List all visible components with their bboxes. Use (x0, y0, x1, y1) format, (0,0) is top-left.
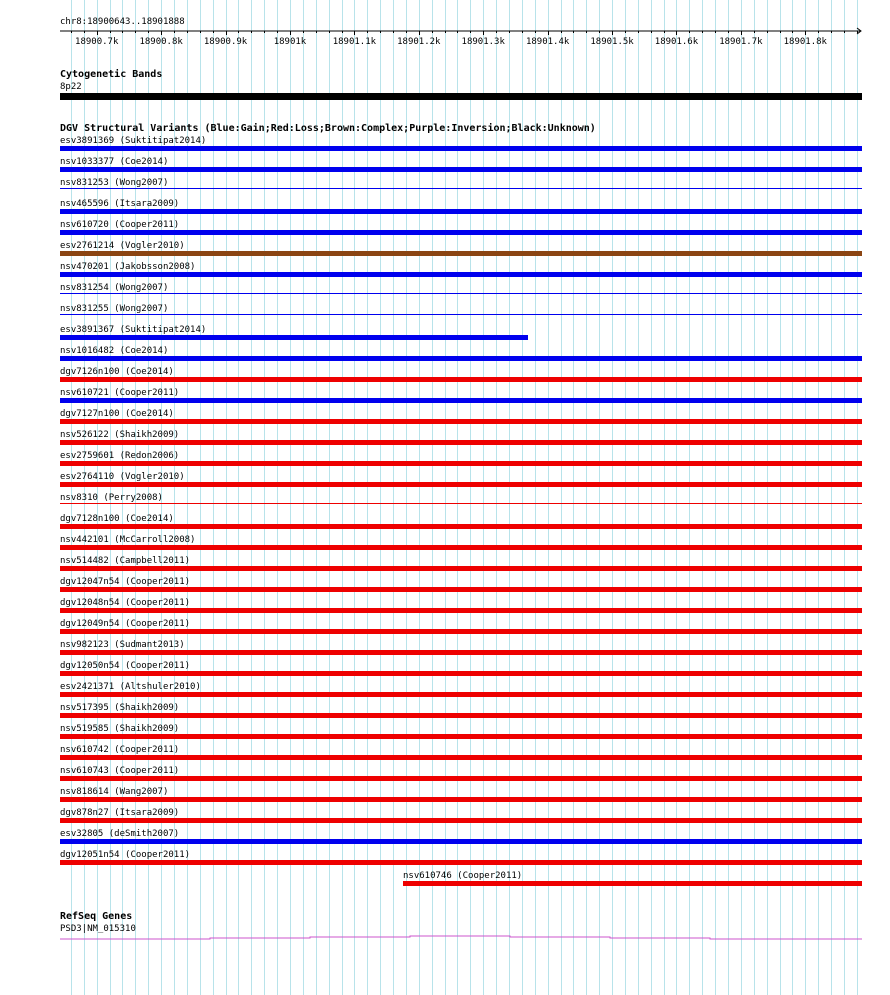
variant-label: nsv8310 (Perry2008) (60, 493, 163, 503)
variant-label: nsv610720 (Cooper2011) (60, 220, 180, 230)
variant-bar[interactable] (60, 272, 862, 277)
refseq-track-title: RefSeq Genes (60, 911, 133, 922)
variant-label: nsv442101 (McCarroll2008) (60, 535, 196, 545)
ruler-tick-label: 18901.6k (654, 37, 699, 47)
variant-bar[interactable] (60, 482, 862, 487)
variant-bar[interactable] (60, 461, 862, 466)
variant-bar[interactable] (60, 797, 862, 802)
variant-label: nsv818614 (Wang2007) (60, 787, 169, 797)
variant-bar[interactable] (60, 566, 862, 571)
variant-label: esv2764110 (Vogler2010) (60, 472, 185, 482)
variant-label: nsv831255 (Wong2007) (60, 304, 169, 314)
variant-label: nsv831253 (Wong2007) (60, 178, 169, 188)
variant-label: esv3891367 (Suktitipat2014) (60, 325, 207, 335)
ruler-tick-label: 18901.4k (525, 37, 570, 47)
ruler-tick-label: 18901.1k (332, 37, 377, 47)
variant-label: nsv610721 (Cooper2011) (60, 388, 180, 398)
variant-label: nsv519585 (Shaikh2009) (60, 724, 180, 734)
variant-bar[interactable] (60, 188, 862, 189)
variant-label: nsv831254 (Wong2007) (60, 283, 169, 293)
variant-label: nsv1033377 (Coe2014) (60, 157, 169, 167)
variant-bar[interactable] (60, 818, 862, 823)
variant-bar[interactable] (60, 167, 862, 172)
cytoband-track-title: Cytogenetic Bands (60, 69, 163, 80)
ruler-tick-label: 18900.7k (75, 37, 119, 47)
variant-bar[interactable] (60, 650, 862, 655)
variant-label: dgv878n27 (Itsara2009) (60, 808, 180, 818)
variant-label: nsv465596 (Itsara2009) (60, 199, 180, 209)
variant-bar[interactable] (60, 146, 862, 151)
variant-label: nsv517395 (Shaikh2009) (60, 703, 180, 713)
variant-bar[interactable] (403, 881, 862, 886)
variant-label: esv32805 (deSmith2007) (60, 829, 180, 839)
variant-label: dgv12048n54 (Cooper2011) (60, 598, 191, 608)
variant-bar[interactable] (60, 230, 862, 235)
variant-bar[interactable] (60, 503, 862, 504)
variant-label: dgv12047n54 (Cooper2011) (60, 577, 191, 587)
variant-label: esv2761214 (Vogler2010) (60, 241, 185, 251)
variant-label: dgv12049n54 (Cooper2011) (60, 619, 191, 629)
variant-bar[interactable] (60, 776, 862, 781)
ruler-tick-label: 18900.8k (139, 37, 183, 47)
variant-label: dgv7127n100 (Coe2014) (60, 409, 174, 419)
variant-bar[interactable] (60, 293, 862, 294)
variant-label: nsv514482 (Campbell2011) (60, 556, 191, 566)
variant-label: nsv610746 (Cooper2011) (403, 871, 523, 881)
ruler-tick-label: 18901.3k (461, 37, 505, 47)
variant-label: nsv982123 (Sudmant2013) (60, 640, 185, 650)
variant-label: nsv526122 (Shaikh2009) (60, 430, 180, 440)
variant-label: esv3891369 (Suktitipat2014) (60, 136, 207, 146)
variant-bar[interactable] (60, 377, 862, 382)
variant-bar[interactable] (60, 734, 862, 739)
cytoband-bar[interactable] (60, 93, 862, 100)
ruler-tick-label: 18901k (273, 37, 307, 47)
variant-bar[interactable] (60, 440, 862, 445)
variant-bar[interactable] (60, 587, 862, 592)
variant-bar[interactable] (60, 860, 862, 865)
variant-label: dgv12050n54 (Cooper2011) (60, 661, 191, 671)
gene-label: PSD3|NM_015310 (60, 924, 136, 934)
variant-bar[interactable] (60, 671, 862, 676)
ruler-tick-label: 18900.9k (203, 37, 248, 47)
variant-bar[interactable] (60, 524, 862, 529)
variant-bar[interactable] (60, 692, 862, 697)
variant-label: dgv7128n100 (Coe2014) (60, 514, 174, 524)
variant-bar[interactable] (60, 839, 862, 844)
variant-bar[interactable] (60, 209, 862, 214)
variant-label: esv2421371 (Altshuler2010) (60, 682, 201, 692)
variant-bar[interactable] (60, 398, 862, 403)
variant-bar[interactable] (60, 755, 862, 760)
variant-bar[interactable] (60, 713, 862, 718)
ruler-tick-label: 18901.8k (783, 37, 827, 47)
coordinate-label: chr8:18900643..18901888 (60, 17, 185, 27)
variant-label: nsv470201 (Jakobsson2008) (60, 262, 196, 272)
variant-bar[interactable] (60, 251, 862, 256)
variant-label: nsv1016482 (Coe2014) (60, 346, 169, 356)
variant-bar[interactable] (60, 608, 862, 613)
cytoband-label: 8p22 (60, 82, 82, 92)
ruler-tick-label: 18901.7k (719, 37, 763, 47)
dgv-track-title: DGV Structural Variants (Blue:Gain;Red:Loss;Brown:Complex;Purple:Inversion;Black:Unknown) (60, 123, 596, 134)
variant-bar[interactable] (60, 356, 862, 361)
variant-label: nsv610742 (Cooper2011) (60, 745, 180, 755)
variant-bar[interactable] (60, 314, 862, 315)
variant-label: nsv610743 (Cooper2011) (60, 766, 180, 776)
variant-bar[interactable] (60, 629, 862, 634)
variant-bar[interactable] (60, 419, 862, 424)
ruler-track (60, 17, 861, 47)
variant-bar[interactable] (60, 545, 862, 550)
ruler-tick-label: 18901.2k (397, 37, 441, 47)
ruler-tick-label: 18901.5k (590, 37, 634, 47)
variant-label: esv2759601 (Redon2006) (60, 451, 180, 461)
variant-bar[interactable] (60, 335, 528, 340)
variant-label: dgv7126n100 (Coe2014) (60, 367, 174, 377)
variant-label: dgv12051n54 (Cooper2011) (60, 850, 191, 860)
